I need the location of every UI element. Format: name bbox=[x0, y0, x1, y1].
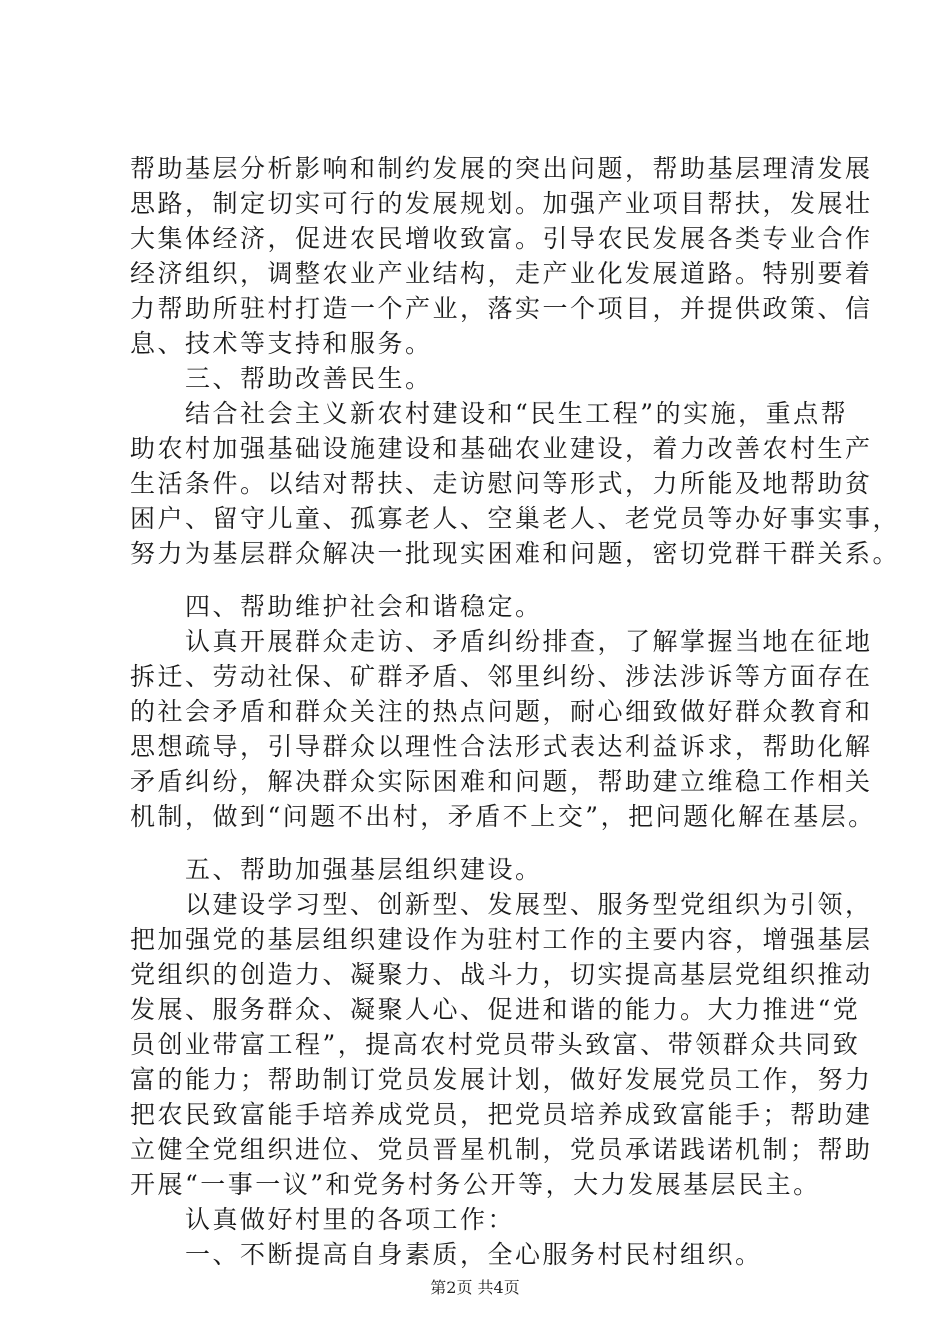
text-line: 的社会矛盾和群众关注的热点问题，耐心细致做好群众教育和 bbox=[130, 697, 873, 726]
text-line: 员创业带富工程”，提高农村党员带头致富、带领群众共同致 bbox=[130, 1030, 861, 1059]
text-line: 经济组织，调整农业产业结构，走产业化发展道路。特别要着 bbox=[130, 259, 873, 288]
text-line: 帮助基层分析影响和制约发展的突出问题，帮助基层理清发展 bbox=[130, 154, 873, 183]
text-line: 立健全党组织进位、党员晋星机制，党员承诺践诺机制；帮助 bbox=[130, 1135, 873, 1164]
text-line: 一、不断提高自身素质，全心服务村民村组织。 bbox=[130, 1240, 763, 1269]
text-line: 机制，做到“问题不出村，矛盾不上交”，把问题化解在基层。 bbox=[130, 802, 876, 831]
text-line: 把农民致富能手培养成党员，把党员培养成致富能手；帮助建 bbox=[130, 1100, 873, 1129]
text-line: 开展“一事一议”和党务村务公开等，大力发展基层民主。 bbox=[130, 1170, 821, 1199]
text-line: 息、技术等支持和服务。 bbox=[130, 329, 433, 358]
text-line: 三、帮助改善民生。 bbox=[130, 364, 433, 393]
text-line: 结合社会主义新农村建设和“民生工程”的实施，重点帮 bbox=[130, 399, 849, 428]
text-line: 把加强党的基层组织建设作为驻村工作的主要内容，增强基层 bbox=[130, 925, 873, 954]
text-line: 发展、服务群众、凝聚人心、促进和谐的能力。大力推进“党 bbox=[130, 995, 861, 1024]
text-line: 努力为基层群众解决一批现实困难和问题，密切党群干群关系。 bbox=[130, 539, 901, 568]
text-line: 思想疏导，引导群众以理性合法形式表达利益诉求，帮助化解 bbox=[130, 732, 873, 761]
text-line: 困户、留守儿童、孤寡老人、空巢老人、老党员等办好事实事， bbox=[130, 504, 901, 533]
text-line: 拆迁、劳动社保、矿群矛盾、邻里纠纷、涉法涉诉等方面存在 bbox=[130, 662, 873, 691]
text-line: 党组织的创造力、凝聚力、战斗力，切实提高基层党组织推动 bbox=[130, 960, 873, 989]
text-line: 矛盾纠纷，解决群众实际困难和问题，帮助建立维稳工作相关 bbox=[130, 767, 873, 796]
text-line: 力帮助所驻村打造一个产业，落实一个项目，并提供政策、信 bbox=[130, 294, 873, 323]
text-line: 思路，制定切实可行的发展规划。加强产业项目帮扶，发展壮 bbox=[130, 189, 873, 218]
text-line: 以建设学习型、创新型、发展型、服务型党组织为引领， bbox=[130, 890, 873, 919]
page-footer: 第2页 共4页 bbox=[430, 1278, 520, 1297]
text-line: 生活条件。以结对帮扶、走访慰问等形式，力所能及地帮助贫 bbox=[130, 469, 873, 498]
text-line: 富的能力；帮助制订党员发展计划，做好发展党员工作，努力 bbox=[130, 1065, 873, 1094]
text-line: 助农村加强基础设施建设和基础农业建设，着力改善农村生产 bbox=[130, 434, 873, 463]
text-line: 四、帮助维护社会和谐稳定。 bbox=[130, 592, 543, 621]
text-line: 大集体经济，促进农民增收致富。引导农民发展各类专业合作 bbox=[130, 224, 873, 253]
text-line: 五、帮助加强基层组织建设。 bbox=[130, 855, 543, 884]
text-line: 认真做好村里的各项工作： bbox=[130, 1205, 516, 1234]
text-line: 认真开展群众走访、矛盾纠纷排查，了解掌握当地在征地 bbox=[130, 627, 873, 656]
